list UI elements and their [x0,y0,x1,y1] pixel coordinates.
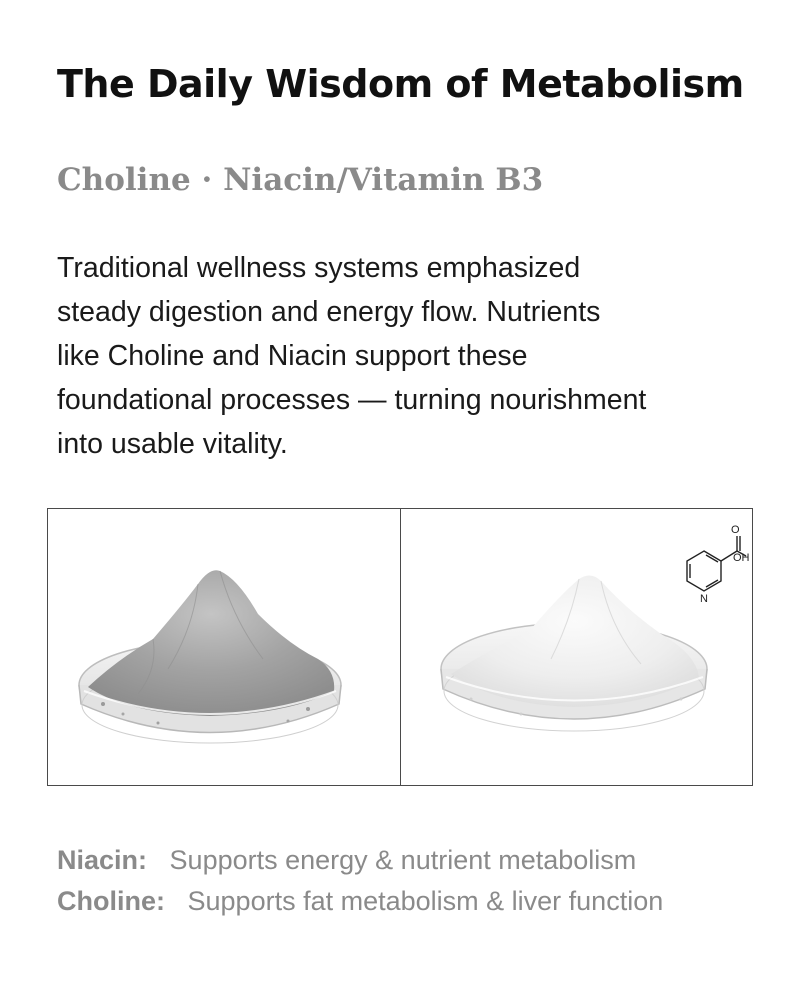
niacin-note-label: Niacin: [57,845,148,875]
choline-note [57,881,663,922]
choline-powder-panel [48,509,401,785]
intro-paragraph [57,246,757,466]
structure-hydroxyl-label: OH [733,552,750,564]
page-subtitle: Choline · Niacin/Vitamin B3 [57,162,544,198]
intro-line: steady digestion and energy flow. Nutrients [57,296,601,328]
intro-line: Traditional wellness systems emphasized [57,252,581,284]
nutrient-notes [57,840,663,922]
choline-note-text: Supports fat metabolism & liver function [187,886,664,916]
powder-comparison-figure [47,508,753,786]
niacin-note [57,840,663,881]
niacin-powder-panel [401,509,752,785]
structure-nitrogen-label: N [700,593,708,605]
white-powder-dish-image [401,509,752,785]
structure-oxygen-label: O [731,524,740,536]
page-title: The Daily Wisdom of Metabolism [57,62,744,106]
intro-line: into usable vitality. [57,428,288,460]
choline-note-label: Choline: [57,886,165,916]
niacin-note-text: Supports energy & nutrient metabolism [169,845,637,875]
grey-powder-dish-image [48,509,400,785]
intro-line: foundational processes — turning nourishment [57,384,647,416]
intro-line: like Choline and Niacin support these [57,340,528,372]
